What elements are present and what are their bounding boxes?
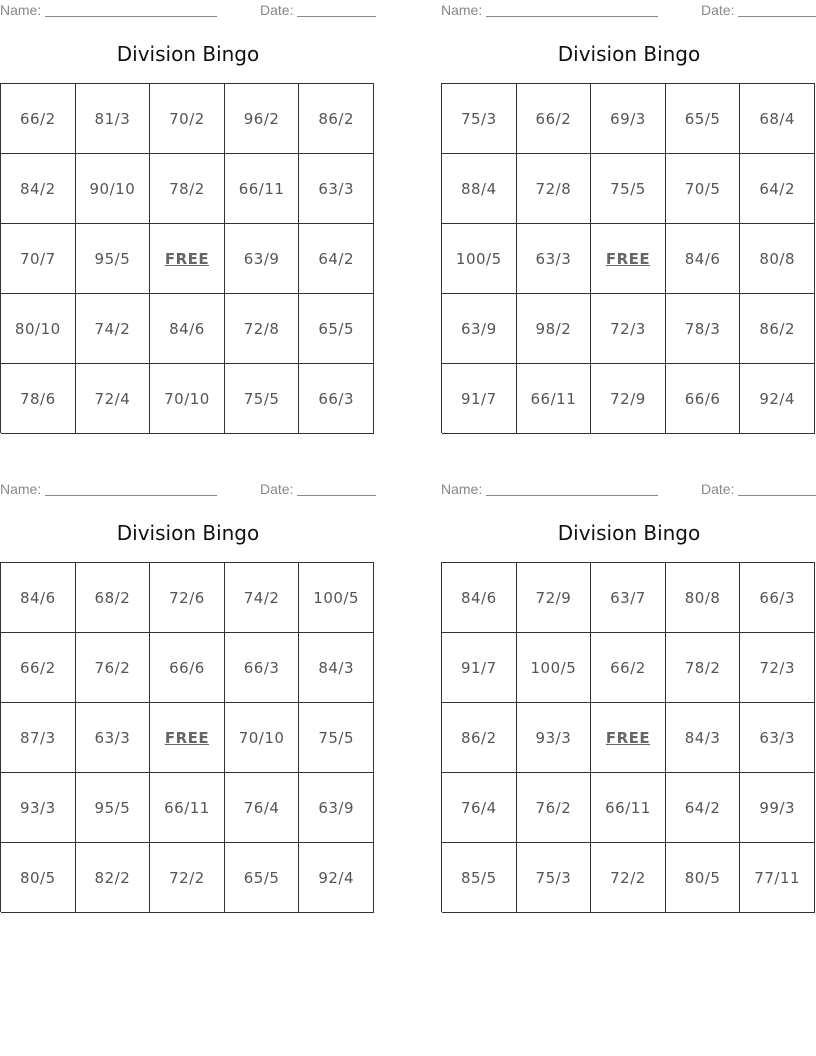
bingo-cell[interactable]: 66/3 bbox=[225, 633, 300, 703]
bingo-cell[interactable]: 88/4 bbox=[442, 154, 517, 224]
bingo-grid bbox=[441, 83, 815, 433]
bingo-cell[interactable]: 70/10 bbox=[225, 703, 300, 773]
bingo-cell[interactable]: 96/2 bbox=[225, 84, 300, 154]
bingo-cell[interactable]: 64/2 bbox=[666, 773, 741, 843]
bingo-cell[interactable]: 63/7 bbox=[591, 563, 666, 633]
bingo-cell[interactable]: 72/6 bbox=[150, 563, 225, 633]
bingo-card-4 bbox=[441, 479, 816, 931]
bingo-cell[interactable]: 87/3 bbox=[1, 703, 76, 773]
bingo-cell[interactable]: 86/2 bbox=[442, 703, 517, 773]
bingo-cell[interactable]: 80/8 bbox=[740, 224, 815, 294]
bingo-cell[interactable]: 84/3 bbox=[299, 633, 374, 703]
bingo-cell[interactable]: 93/3 bbox=[1, 773, 76, 843]
bingo-cell[interactable]: 63/3 bbox=[517, 224, 592, 294]
bingo-cell[interactable]: 66/2 bbox=[591, 633, 666, 703]
name-label: Name: bbox=[0, 481, 42, 497]
bingo-cell[interactable]: 90/10 bbox=[76, 154, 151, 224]
bingo-grid bbox=[0, 562, 374, 912]
bingo-cell[interactable]: 84/6 bbox=[666, 224, 741, 294]
bingo-cell[interactable]: 100/5 bbox=[299, 563, 374, 633]
bingo-cell[interactable]: 68/2 bbox=[76, 563, 151, 633]
date-blank[interactable] bbox=[297, 16, 376, 17]
bingo-cell[interactable]: 85/5 bbox=[442, 843, 517, 913]
card-title: Division Bingo bbox=[557, 521, 701, 545]
card-title: Division Bingo bbox=[557, 42, 701, 66]
bingo-cell[interactable]: 72/2 bbox=[150, 843, 225, 913]
bingo-cell[interactable]: 66/3 bbox=[299, 364, 374, 434]
bingo-cell[interactable]: 74/2 bbox=[225, 563, 300, 633]
bingo-grid bbox=[0, 83, 374, 433]
bingo-cell[interactable]: 65/5 bbox=[666, 84, 741, 154]
name-label: Name: bbox=[441, 2, 483, 18]
free-space-cell[interactable]: FREE bbox=[150, 224, 225, 294]
bingo-cell[interactable]: 75/5 bbox=[299, 703, 374, 773]
bingo-cell[interactable]: 72/2 bbox=[591, 843, 666, 913]
card-title: Division Bingo bbox=[116, 42, 260, 66]
bingo-cell[interactable]: 81/3 bbox=[76, 84, 151, 154]
bingo-cell[interactable]: 100/5 bbox=[442, 224, 517, 294]
bingo-cell[interactable]: 78/2 bbox=[666, 633, 741, 703]
bingo-cell[interactable]: 76/2 bbox=[76, 633, 151, 703]
name-blank[interactable] bbox=[486, 16, 658, 17]
bingo-cell[interactable]: 80/10 bbox=[1, 294, 76, 364]
bingo-cell[interactable]: 66/2 bbox=[517, 84, 592, 154]
bingo-cell[interactable]: 75/5 bbox=[225, 364, 300, 434]
bingo-cell[interactable]: 75/3 bbox=[442, 84, 517, 154]
card-title: Division Bingo bbox=[116, 521, 260, 545]
bingo-cell[interactable]: 84/6 bbox=[442, 563, 517, 633]
bingo-cell[interactable]: 72/3 bbox=[740, 633, 815, 703]
bingo-cell[interactable]: 99/3 bbox=[740, 773, 815, 843]
bingo-cell[interactable]: 75/3 bbox=[517, 843, 592, 913]
name-date-header bbox=[0, 481, 376, 499]
bingo-card-3 bbox=[0, 479, 376, 931]
bingo-cell[interactable]: 66/11 bbox=[150, 773, 225, 843]
bingo-cell[interactable]: 72/3 bbox=[591, 294, 666, 364]
name-label: Name: bbox=[441, 481, 483, 497]
bingo-cell[interactable]: 68/4 bbox=[740, 84, 815, 154]
bingo-cell[interactable]: 95/5 bbox=[76, 224, 151, 294]
date-label: Date: bbox=[260, 2, 294, 18]
name-blank[interactable] bbox=[486, 495, 658, 496]
bingo-cell[interactable]: 98/2 bbox=[517, 294, 592, 364]
bingo-cell[interactable]: 86/2 bbox=[740, 294, 815, 364]
bingo-cell[interactable]: 72/9 bbox=[591, 364, 666, 434]
bingo-grid bbox=[441, 562, 815, 912]
bingo-cell[interactable]: 82/2 bbox=[76, 843, 151, 913]
bingo-cell[interactable]: 93/3 bbox=[517, 703, 592, 773]
bingo-cell[interactable]: 66/11 bbox=[517, 364, 592, 434]
bingo-cell[interactable]: 91/7 bbox=[442, 364, 517, 434]
name-date-header bbox=[0, 2, 376, 20]
bingo-cell[interactable]: 92/4 bbox=[299, 843, 374, 913]
date-blank[interactable] bbox=[297, 495, 376, 496]
free-space-cell[interactable]: FREE bbox=[591, 224, 666, 294]
free-space-cell[interactable]: FREE bbox=[591, 703, 666, 773]
bingo-cell[interactable]: 80/5 bbox=[666, 843, 741, 913]
bingo-cell[interactable]: 65/5 bbox=[225, 843, 300, 913]
bingo-cell[interactable]: 66/11 bbox=[225, 154, 300, 224]
bingo-cell[interactable]: 77/11 bbox=[740, 843, 815, 913]
bingo-cell[interactable]: 76/2 bbox=[517, 773, 592, 843]
bingo-cell[interactable]: 66/3 bbox=[740, 563, 815, 633]
free-space-cell[interactable]: FREE bbox=[150, 703, 225, 773]
bingo-cell[interactable]: 84/6 bbox=[150, 294, 225, 364]
bingo-card-2 bbox=[441, 0, 816, 452]
bingo-cell[interactable]: 70/7 bbox=[1, 224, 76, 294]
bingo-cell[interactable]: 80/8 bbox=[666, 563, 741, 633]
bingo-cell[interactable]: 69/3 bbox=[591, 84, 666, 154]
bingo-cell[interactable]: 86/2 bbox=[299, 84, 374, 154]
bingo-cell[interactable]: 66/2 bbox=[1, 84, 76, 154]
bingo-cell[interactable]: 78/3 bbox=[666, 294, 741, 364]
bingo-cell[interactable]: 72/8 bbox=[225, 294, 300, 364]
bingo-cell[interactable]: 63/9 bbox=[225, 224, 300, 294]
name-date-header bbox=[441, 2, 816, 20]
bingo-cell[interactable]: 63/3 bbox=[76, 703, 151, 773]
bingo-cell[interactable]: 72/8 bbox=[517, 154, 592, 224]
bingo-cell[interactable]: 95/5 bbox=[76, 773, 151, 843]
bingo-cell[interactable]: 66/11 bbox=[591, 773, 666, 843]
name-label: Name: bbox=[0, 2, 42, 18]
bingo-cell[interactable]: 72/4 bbox=[76, 364, 151, 434]
bingo-cell[interactable]: 100/5 bbox=[517, 633, 592, 703]
bingo-cell[interactable]: 66/6 bbox=[666, 364, 741, 434]
date-label: Date: bbox=[701, 481, 735, 497]
bingo-cell[interactable]: 66/2 bbox=[1, 633, 76, 703]
bingo-cell[interactable]: 74/2 bbox=[76, 294, 151, 364]
bingo-cell[interactable]: 64/2 bbox=[299, 224, 374, 294]
bingo-cell[interactable]: 92/4 bbox=[740, 364, 815, 434]
date-label: Date: bbox=[260, 481, 294, 497]
name-date-header bbox=[441, 481, 816, 499]
bingo-cell[interactable]: 63/9 bbox=[442, 294, 517, 364]
bingo-cell[interactable]: 76/4 bbox=[442, 773, 517, 843]
date-blank[interactable] bbox=[738, 495, 816, 496]
bingo-cell[interactable]: 76/4 bbox=[225, 773, 300, 843]
bingo-cell[interactable]: 70/10 bbox=[150, 364, 225, 434]
name-blank[interactable] bbox=[45, 495, 217, 496]
bingo-cell[interactable]: 65/5 bbox=[299, 294, 374, 364]
bingo-cell[interactable]: 78/6 bbox=[1, 364, 76, 434]
bingo-cell[interactable]: 63/3 bbox=[299, 154, 374, 224]
bingo-cell[interactable]: 70/5 bbox=[666, 154, 741, 224]
bingo-cell[interactable]: 84/2 bbox=[1, 154, 76, 224]
date-blank[interactable] bbox=[738, 16, 816, 17]
bingo-cell[interactable]: 75/5 bbox=[591, 154, 666, 224]
bingo-cell[interactable]: 63/9 bbox=[299, 773, 374, 843]
bingo-cell[interactable]: 91/7 bbox=[442, 633, 517, 703]
bingo-cell[interactable]: 72/9 bbox=[517, 563, 592, 633]
date-label: Date: bbox=[701, 2, 735, 18]
bingo-cell[interactable]: 84/6 bbox=[1, 563, 76, 633]
bingo-cell[interactable]: 63/3 bbox=[740, 703, 815, 773]
bingo-cell[interactable]: 78/2 bbox=[150, 154, 225, 224]
bingo-cell[interactable]: 80/5 bbox=[1, 843, 76, 913]
bingo-cell[interactable]: 64/2 bbox=[740, 154, 815, 224]
bingo-cell[interactable]: 84/3 bbox=[666, 703, 741, 773]
name-blank[interactable] bbox=[45, 16, 217, 17]
bingo-cell[interactable]: 66/6 bbox=[150, 633, 225, 703]
bingo-card-1 bbox=[0, 0, 376, 452]
bingo-cell[interactable]: 70/2 bbox=[150, 84, 225, 154]
